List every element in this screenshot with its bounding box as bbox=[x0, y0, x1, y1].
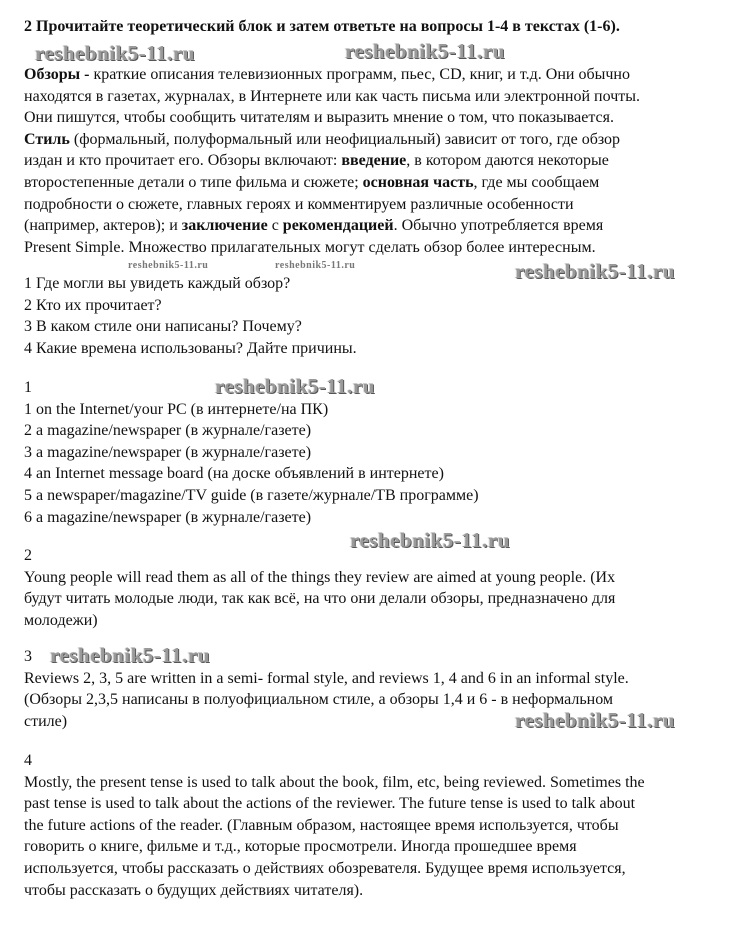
text-segment: подробности о сюжете, главных героях и комментируем различные особенности bbox=[24, 195, 574, 213]
watermark: reshebnik5-11.ru bbox=[50, 643, 210, 667]
paragraph-line bbox=[24, 194, 574, 216]
watermark: reshebnik5-11.ru bbox=[515, 708, 675, 732]
question-item: 4 Какие времена использованы? Дайте причины. bbox=[24, 339, 357, 357]
answer-number: 2 bbox=[24, 547, 32, 564]
watermark: reshebnik5-11.ru bbox=[515, 259, 675, 283]
paragraph-line bbox=[24, 86, 640, 108]
answer-line: будут читать молодые люди, так как всё, на что они делали обзоры, предназначено для bbox=[24, 590, 616, 608]
text-segment: издан и кто прочитает его. Обзоры включают: bbox=[24, 152, 342, 170]
question-item: 3 В каком стиле они написаны? Почему? bbox=[24, 318, 302, 336]
bold-term: введение bbox=[341, 152, 407, 170]
text-segment: (например, актеров); и bbox=[24, 217, 182, 235]
answer-line: 3 a magazine/newspaper (в журнале/газете) bbox=[24, 443, 312, 461]
text-segment: Они пишутся, чтобы сообщить читателям и выразить мнение о том, что показывается. bbox=[24, 109, 614, 127]
watermark: reshebnik5-11.ru bbox=[215, 374, 375, 398]
answer-line: 5 a newspaper/magazine/TV guide (в газете/журнале/ТВ программе) bbox=[24, 486, 479, 504]
bold-term: Обзоры - bbox=[24, 66, 90, 83]
bold-term: заключение bbox=[181, 217, 268, 235]
bold-term: Стиль bbox=[24, 130, 70, 148]
bold-term: основная часть bbox=[362, 173, 474, 191]
questions-list bbox=[24, 273, 739, 359]
answer-line: 4 an Internet message board (на доске объявлений в интернете) bbox=[24, 465, 444, 483]
answer-line: чтобы рассказать о будущих действиях читателя). bbox=[24, 881, 364, 899]
answer-block-1 bbox=[24, 374, 739, 528]
paragraph-line bbox=[24, 172, 599, 194]
paragraph-line bbox=[24, 107, 614, 129]
paragraph-line bbox=[24, 237, 596, 259]
question-item: 1 Где могли вы увидеть каждый обзор? bbox=[24, 275, 291, 292]
answer-line: 6 a magazine/newspaper (в журнале/газете) bbox=[24, 508, 312, 526]
text-segment: Present Simple. Множество прилагательных могут сделать обзор более интересным. bbox=[24, 238, 596, 256]
answer-line: используется, чтобы рассказать о действиях обозревателя. Будущее время используется, bbox=[24, 859, 626, 877]
answer-line: Young people will read them as all of the things they review are aimed at young people. (Их bbox=[24, 568, 616, 586]
text-segment: (формальный, полуформальный или неофициальный) зависит от того, где обзор bbox=[69, 130, 621, 148]
exercise-title: 2 Прочитайте теоретический блок и затем ответьте на вопросы 1-4 в текстах (1-6). bbox=[24, 18, 620, 35]
answer-number: 3 bbox=[24, 648, 32, 665]
text-segment: . Обычно употребляется время bbox=[393, 217, 604, 235]
answer-line: 2 a magazine/newspaper (в журнале/газете) bbox=[24, 422, 312, 440]
text-segment: второстепенные детали о типе фильма и сюжете; bbox=[24, 173, 363, 191]
theory-paragraph bbox=[24, 64, 739, 258]
watermark: reshebnik5-11.ru bbox=[350, 528, 510, 552]
answer-line: past tense is used to talk about the actions of the reviewer. The future tense is used to talk about bbox=[24, 795, 636, 813]
question-item: 2 Кто их прочитает? bbox=[24, 296, 162, 314]
answer-line: Mostly, the present tense is used to talk about the book, film, etc, being reviewed. Sometimes the bbox=[24, 773, 645, 791]
bold-term: рекомендацией bbox=[282, 217, 394, 235]
watermark: reshebnik5-11.ru bbox=[275, 260, 356, 271]
answer-block-2 bbox=[24, 545, 739, 631]
answer-number: 4 bbox=[24, 752, 32, 769]
answer-line: молодежи) bbox=[24, 611, 98, 629]
answer-line: (Обзоры 2,3,5 написаны в полуофициальном стиле, а обзоры 1,4 и 6 - в неформальном bbox=[24, 691, 614, 709]
paragraph-line bbox=[24, 129, 620, 151]
answer-line: the future actions of the reader. (Главным образом, настоящее время используется, чтобы bbox=[24, 816, 619, 834]
paragraph-line bbox=[24, 215, 603, 237]
text-segment: , в котором даются некоторые bbox=[406, 152, 609, 170]
watermark: reshebnik5-11.ru bbox=[128, 260, 209, 271]
answer-line: стиле) bbox=[24, 712, 68, 730]
text-segment: краткие описания телевизионных программ, пьес, CD, книг, и т.д. Они обычно bbox=[89, 66, 630, 83]
watermark: reshebnik5-11.ru bbox=[35, 41, 195, 65]
text-segment: с bbox=[267, 217, 283, 235]
text-segment: , где мы сообщаем bbox=[473, 173, 600, 191]
answer-line: 1 on the Internet/your PC (в интернете/на ПК) bbox=[24, 400, 329, 418]
answer-line: говорить о книге, фильме и т.д., которые просмотрели. Иногда прошедшее время bbox=[24, 838, 577, 856]
text-segment: находятся в газетах, журналах, в Интернете или как часть письма или электронной почты. bbox=[24, 87, 640, 105]
paragraph-line bbox=[24, 64, 630, 86]
answer-line: Reviews 2, 3, 5 are written in a semi- formal style, and reviews 1, 4 and 6 in an informal style. bbox=[24, 669, 629, 687]
watermark: reshebnik5-11.ru bbox=[345, 39, 505, 63]
answer-number: 1 bbox=[24, 379, 32, 396]
paragraph-line bbox=[24, 150, 609, 172]
answer-block-4 bbox=[24, 750, 739, 901]
